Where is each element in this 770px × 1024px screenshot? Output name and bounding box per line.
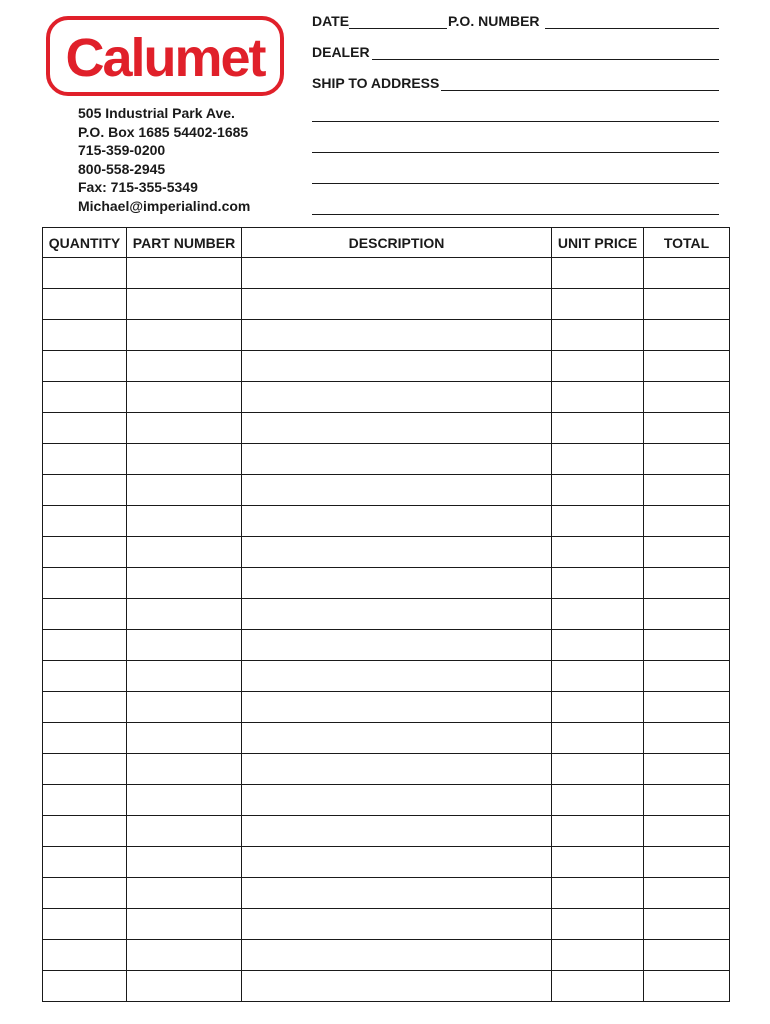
part-number-cell[interactable] — [127, 723, 242, 754]
quantity-cell[interactable] — [43, 692, 127, 723]
quantity-cell[interactable] — [43, 444, 127, 475]
total-cell[interactable] — [644, 258, 730, 289]
unit-price-cell[interactable] — [552, 444, 644, 475]
phone-number: 715-359-0200 — [78, 142, 166, 159]
order-table-body — [43, 258, 730, 1002]
total-cell[interactable] — [644, 940, 730, 971]
table-row — [43, 630, 730, 661]
quantity-cell[interactable] — [43, 258, 127, 289]
total-cell[interactable] — [644, 785, 730, 816]
column-header-total: TOTAL — [644, 228, 730, 258]
part-number-cell[interactable] — [127, 692, 242, 723]
table-header-row — [43, 228, 730, 258]
part-number-cell[interactable] — [127, 847, 242, 878]
description-cell[interactable] — [242, 351, 552, 382]
table-row — [43, 506, 730, 537]
table-row — [43, 568, 730, 599]
description-cell[interactable] — [242, 537, 552, 568]
quantity-cell[interactable] — [43, 413, 127, 444]
unit-price-cell[interactable] — [552, 537, 644, 568]
quantity-cell[interactable] — [43, 289, 127, 320]
unit-price-cell[interactable] — [552, 258, 644, 289]
unit-price-cell[interactable] — [552, 351, 644, 382]
part-number-cell[interactable] — [127, 909, 242, 940]
quantity-cell[interactable] — [43, 971, 127, 1002]
calumet-logo — [46, 16, 284, 96]
part-number-cell[interactable] — [127, 444, 242, 475]
table-row — [43, 661, 730, 692]
table-row — [43, 785, 730, 816]
ship-to-field[interactable] — [441, 90, 719, 91]
part-number-cell[interactable] — [127, 785, 242, 816]
total-cell[interactable] — [644, 475, 730, 506]
quantity-cell[interactable] — [43, 816, 127, 847]
quantity-cell[interactable] — [43, 754, 127, 785]
table-row — [43, 537, 730, 568]
quantity-cell[interactable] — [43, 351, 127, 382]
quantity-cell[interactable] — [43, 599, 127, 630]
company-address — [78, 104, 250, 216]
unit-price-cell[interactable] — [552, 723, 644, 754]
table-row — [43, 816, 730, 847]
unit-price-cell[interactable] — [552, 630, 644, 661]
part-number-cell[interactable] — [127, 816, 242, 847]
unit-price-cell[interactable] — [552, 754, 644, 785]
unit-price-cell[interactable] — [552, 599, 644, 630]
toll-free-number: 800-558-2945 — [78, 160, 166, 177]
quantity-cell[interactable] — [43, 475, 127, 506]
logo-wordmark: Calumet — [65, 28, 265, 88]
total-cell[interactable] — [644, 599, 730, 630]
unit-price-cell[interactable] — [552, 661, 644, 692]
total-cell[interactable] — [644, 816, 730, 847]
column-header-description: DESCRIPTION — [242, 228, 552, 258]
table-row — [43, 692, 730, 723]
column-header-quantity: QUANTITY — [43, 228, 127, 258]
quantity-cell[interactable] — [43, 847, 127, 878]
part-number-cell[interactable] — [127, 320, 242, 351]
table-row — [43, 878, 730, 909]
total-cell[interactable] — [644, 506, 730, 537]
address-line: P.O. Box 1685 54402-1685 — [78, 123, 249, 140]
part-number-cell[interactable] — [127, 506, 242, 537]
description-cell[interactable] — [242, 444, 552, 475]
part-number-cell[interactable] — [127, 940, 242, 971]
address-line: 505 Industrial Park Ave. — [78, 105, 235, 121]
total-cell[interactable] — [644, 909, 730, 940]
quantity-cell[interactable] — [43, 630, 127, 661]
part-number-cell[interactable] — [127, 382, 242, 413]
part-number-cell[interactable] — [127, 568, 242, 599]
ship-to-line[interactable] — [312, 121, 719, 122]
description-cell[interactable] — [242, 568, 552, 599]
part-number-cell[interactable] — [127, 413, 242, 444]
unit-price-cell[interactable] — [552, 289, 644, 320]
total-cell[interactable] — [644, 568, 730, 599]
unit-price-cell[interactable] — [552, 909, 644, 940]
total-cell[interactable] — [644, 692, 730, 723]
part-number-cell[interactable] — [127, 289, 242, 320]
description-cell[interactable] — [242, 723, 552, 754]
description-cell[interactable] — [242, 754, 552, 785]
email-address: Michael@imperialind.com — [78, 197, 251, 214]
total-cell[interactable] — [644, 878, 730, 909]
description-cell[interactable] — [242, 630, 552, 661]
table-row — [43, 258, 730, 289]
table-row — [43, 754, 730, 785]
quantity-cell[interactable] — [43, 568, 127, 599]
description-cell[interactable] — [242, 258, 552, 289]
unit-price-cell[interactable] — [552, 568, 644, 599]
description-cell[interactable] — [242, 382, 552, 413]
column-header-part-number: PART NUMBER — [127, 228, 242, 258]
unit-price-cell[interactable] — [552, 785, 644, 816]
description-cell[interactable] — [242, 413, 552, 444]
description-cell[interactable] — [242, 661, 552, 692]
description-cell[interactable] — [242, 599, 552, 630]
table-row — [43, 599, 730, 630]
part-number-cell[interactable] — [127, 475, 242, 506]
part-number-cell[interactable] — [127, 599, 242, 630]
part-number-cell[interactable] — [127, 661, 242, 692]
description-cell[interactable] — [242, 909, 552, 940]
part-number-cell[interactable] — [127, 971, 242, 1002]
fax-number: Fax: 715-355-5349 — [78, 179, 198, 196]
date-field[interactable] — [349, 28, 447, 29]
dealer-label: DEALER — [312, 44, 370, 60]
po-number-label: P.O. NUMBER — [448, 13, 540, 29]
total-cell[interactable] — [644, 320, 730, 351]
part-number-cell[interactable] — [127, 258, 242, 289]
quantity-cell[interactable] — [43, 723, 127, 754]
ship-to-line[interactable] — [312, 214, 719, 215]
unit-price-cell[interactable] — [552, 971, 644, 1002]
total-cell[interactable] — [644, 351, 730, 382]
description-cell[interactable] — [242, 971, 552, 1002]
unit-price-cell[interactable] — [552, 847, 644, 878]
table-row — [43, 723, 730, 754]
table-row — [43, 382, 730, 413]
table-row — [43, 320, 730, 351]
table-row — [43, 289, 730, 320]
table-row — [43, 940, 730, 971]
table-row — [43, 971, 730, 1002]
description-cell[interactable] — [242, 475, 552, 506]
description-cell[interactable] — [242, 320, 552, 351]
description-cell[interactable] — [242, 847, 552, 878]
column-header-unit-price: UNIT PRICE — [552, 228, 644, 258]
quantity-cell[interactable] — [43, 506, 127, 537]
unit-price-cell[interactable] — [552, 475, 644, 506]
description-cell[interactable] — [242, 785, 552, 816]
total-cell[interactable] — [644, 382, 730, 413]
unit-price-cell[interactable] — [552, 816, 644, 847]
part-number-cell[interactable] — [127, 630, 242, 661]
description-cell[interactable] — [242, 816, 552, 847]
unit-price-cell[interactable] — [552, 940, 644, 971]
unit-price-cell[interactable] — [552, 506, 644, 537]
unit-price-cell[interactable] — [552, 382, 644, 413]
description-cell[interactable] — [242, 289, 552, 320]
total-cell[interactable] — [644, 971, 730, 1002]
dealer-field[interactable] — [372, 59, 719, 60]
quantity-cell[interactable] — [43, 909, 127, 940]
total-cell[interactable] — [644, 661, 730, 692]
unit-price-cell[interactable] — [552, 692, 644, 723]
table-row — [43, 351, 730, 382]
unit-price-cell[interactable] — [552, 320, 644, 351]
quantity-cell[interactable] — [43, 382, 127, 413]
date-label: DATE — [312, 13, 350, 29]
total-cell[interactable] — [644, 754, 730, 785]
part-number-cell[interactable] — [127, 351, 242, 382]
unit-price-cell[interactable] — [552, 413, 644, 444]
description-cell[interactable] — [242, 878, 552, 909]
part-number-cell[interactable] — [127, 537, 242, 568]
po-number-field[interactable] — [545, 28, 719, 29]
table-row — [43, 444, 730, 475]
total-cell[interactable] — [644, 723, 730, 754]
total-cell[interactable] — [644, 537, 730, 568]
ship-to-line[interactable] — [312, 152, 719, 153]
table-row — [43, 475, 730, 506]
total-cell[interactable] — [644, 413, 730, 444]
unit-price-cell[interactable] — [552, 878, 644, 909]
quantity-cell[interactable] — [43, 878, 127, 909]
total-cell[interactable] — [644, 847, 730, 878]
description-cell[interactable] — [242, 506, 552, 537]
total-cell[interactable] — [644, 630, 730, 661]
quantity-cell[interactable] — [43, 320, 127, 351]
description-cell[interactable] — [242, 940, 552, 971]
description-cell[interactable] — [242, 692, 552, 723]
quantity-cell[interactable] — [43, 537, 127, 568]
total-cell[interactable] — [644, 289, 730, 320]
part-number-cell[interactable] — [127, 878, 242, 909]
quantity-cell[interactable] — [43, 785, 127, 816]
table-row — [43, 909, 730, 940]
order-table — [42, 227, 730, 1002]
quantity-cell[interactable] — [43, 940, 127, 971]
table-row — [43, 847, 730, 878]
table-row — [43, 413, 730, 444]
ship-to-label: SHIP TO ADDRESS — [312, 75, 440, 91]
ship-to-line[interactable] — [312, 183, 719, 184]
quantity-cell[interactable] — [43, 661, 127, 692]
total-cell[interactable] — [644, 444, 730, 475]
part-number-cell[interactable] — [127, 754, 242, 785]
